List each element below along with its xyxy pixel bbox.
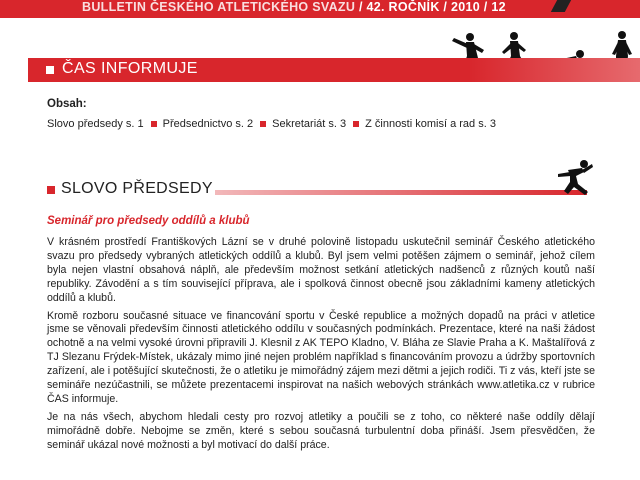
article-paragraph: Je na nás všech, abychom hledali cesty pro rozvoj atletiky a poučili se z toho, co některé naše oddíly dělají mimořádně dobře. Nebojme se změn, které s sebou současná turbulentní doba přináší. Jsem přesvědčen, že seminář ukázal nové možnosti a byl motivací do další práce. [47,410,595,451]
section-title: ČAS INFORMUJE [62,60,198,77]
section-title: SLOVO PŘEDSEDY [61,180,213,197]
gradient-divider [215,190,587,195]
square-bullet-icon [260,121,266,127]
bulletin-header [82,0,506,18]
section-header-slovo-predsedy [47,180,607,202]
header-separator: / [355,0,367,14]
contents-item: Předsednictvo s. 2 [162,118,254,130]
article-paragraph: Kromě rozboru současné situace ve financování sportu v České republice a možných dopadů na práci v atletice jsme se věnovali především činnosti atletického oddílu v současných podmínkách. Prezentace, které na naši žádost ochotně a na velmi vysoké úrovni připravili J. Klesnil z AK TEPO Kladno, V. Bláha ze Slavie Praha a K. Maštalířová z TJ Slezanu Frýdek-Místek, ukázaly mimo jiné nejen problém například s financováním provozu a údržby sportovních zařízení, ale i potěšující skutečnosti, že o atletiku je mimořádný zájem mezi dětmi a jejich rodiči. Ti z vás, kteří jste se semináře nezúčastnili, se můžete prezentacemi inspirovat na našich webových stránkách www.atletika.cz v rubrice ČAS informuje. [47,309,595,405]
runner-icon [548,158,596,198]
year-label: 2010 [450,0,480,14]
contents-item: Sekretariát s. 3 [272,118,347,130]
square-bullet-icon [47,186,55,194]
square-bullet-icon [46,66,54,74]
section-header-cas-informuje [28,58,640,82]
square-bullet-icon [353,121,359,127]
contents-title: Obsah: [47,98,87,110]
bulletin-title: BULLETIN ČESKÉHO ATLETICKÉHO SVAZU [82,0,356,14]
volume-label: 42. ROČNÍK [366,0,440,14]
contents-list [47,118,496,130]
contents-item: Slovo předsedy s. 1 [47,118,144,130]
article-subtitle: Seminář pro předsedy oddílů a klubů [47,215,250,227]
contents-item: Z činnosti komisí a rad s. 3 [365,118,496,130]
article-paragraph: V krásném prostředí Františkových Lázní se v druhé polovině listopadu uskutečnil seminář Českého atletického svazu pro předsedy vybraných atletických oddílů a klubů. Byl jsem velmi potěšen zájmem o seminář, jehož cílem byla nejen vlastní obsahová náplň, ale především možnost setkání atletických nadšenců z různých koutů naší republiky. Závodění a s tím související příprava, ale i spolková činnost obecně jsou základními kameny atletických oddílů a klubů. [47,236,595,304]
header-separator: / [439,0,451,14]
header-separator: / [480,0,492,14]
article-body [47,236,595,457]
issue-number: 12 [491,0,506,14]
square-bullet-icon [151,121,157,127]
